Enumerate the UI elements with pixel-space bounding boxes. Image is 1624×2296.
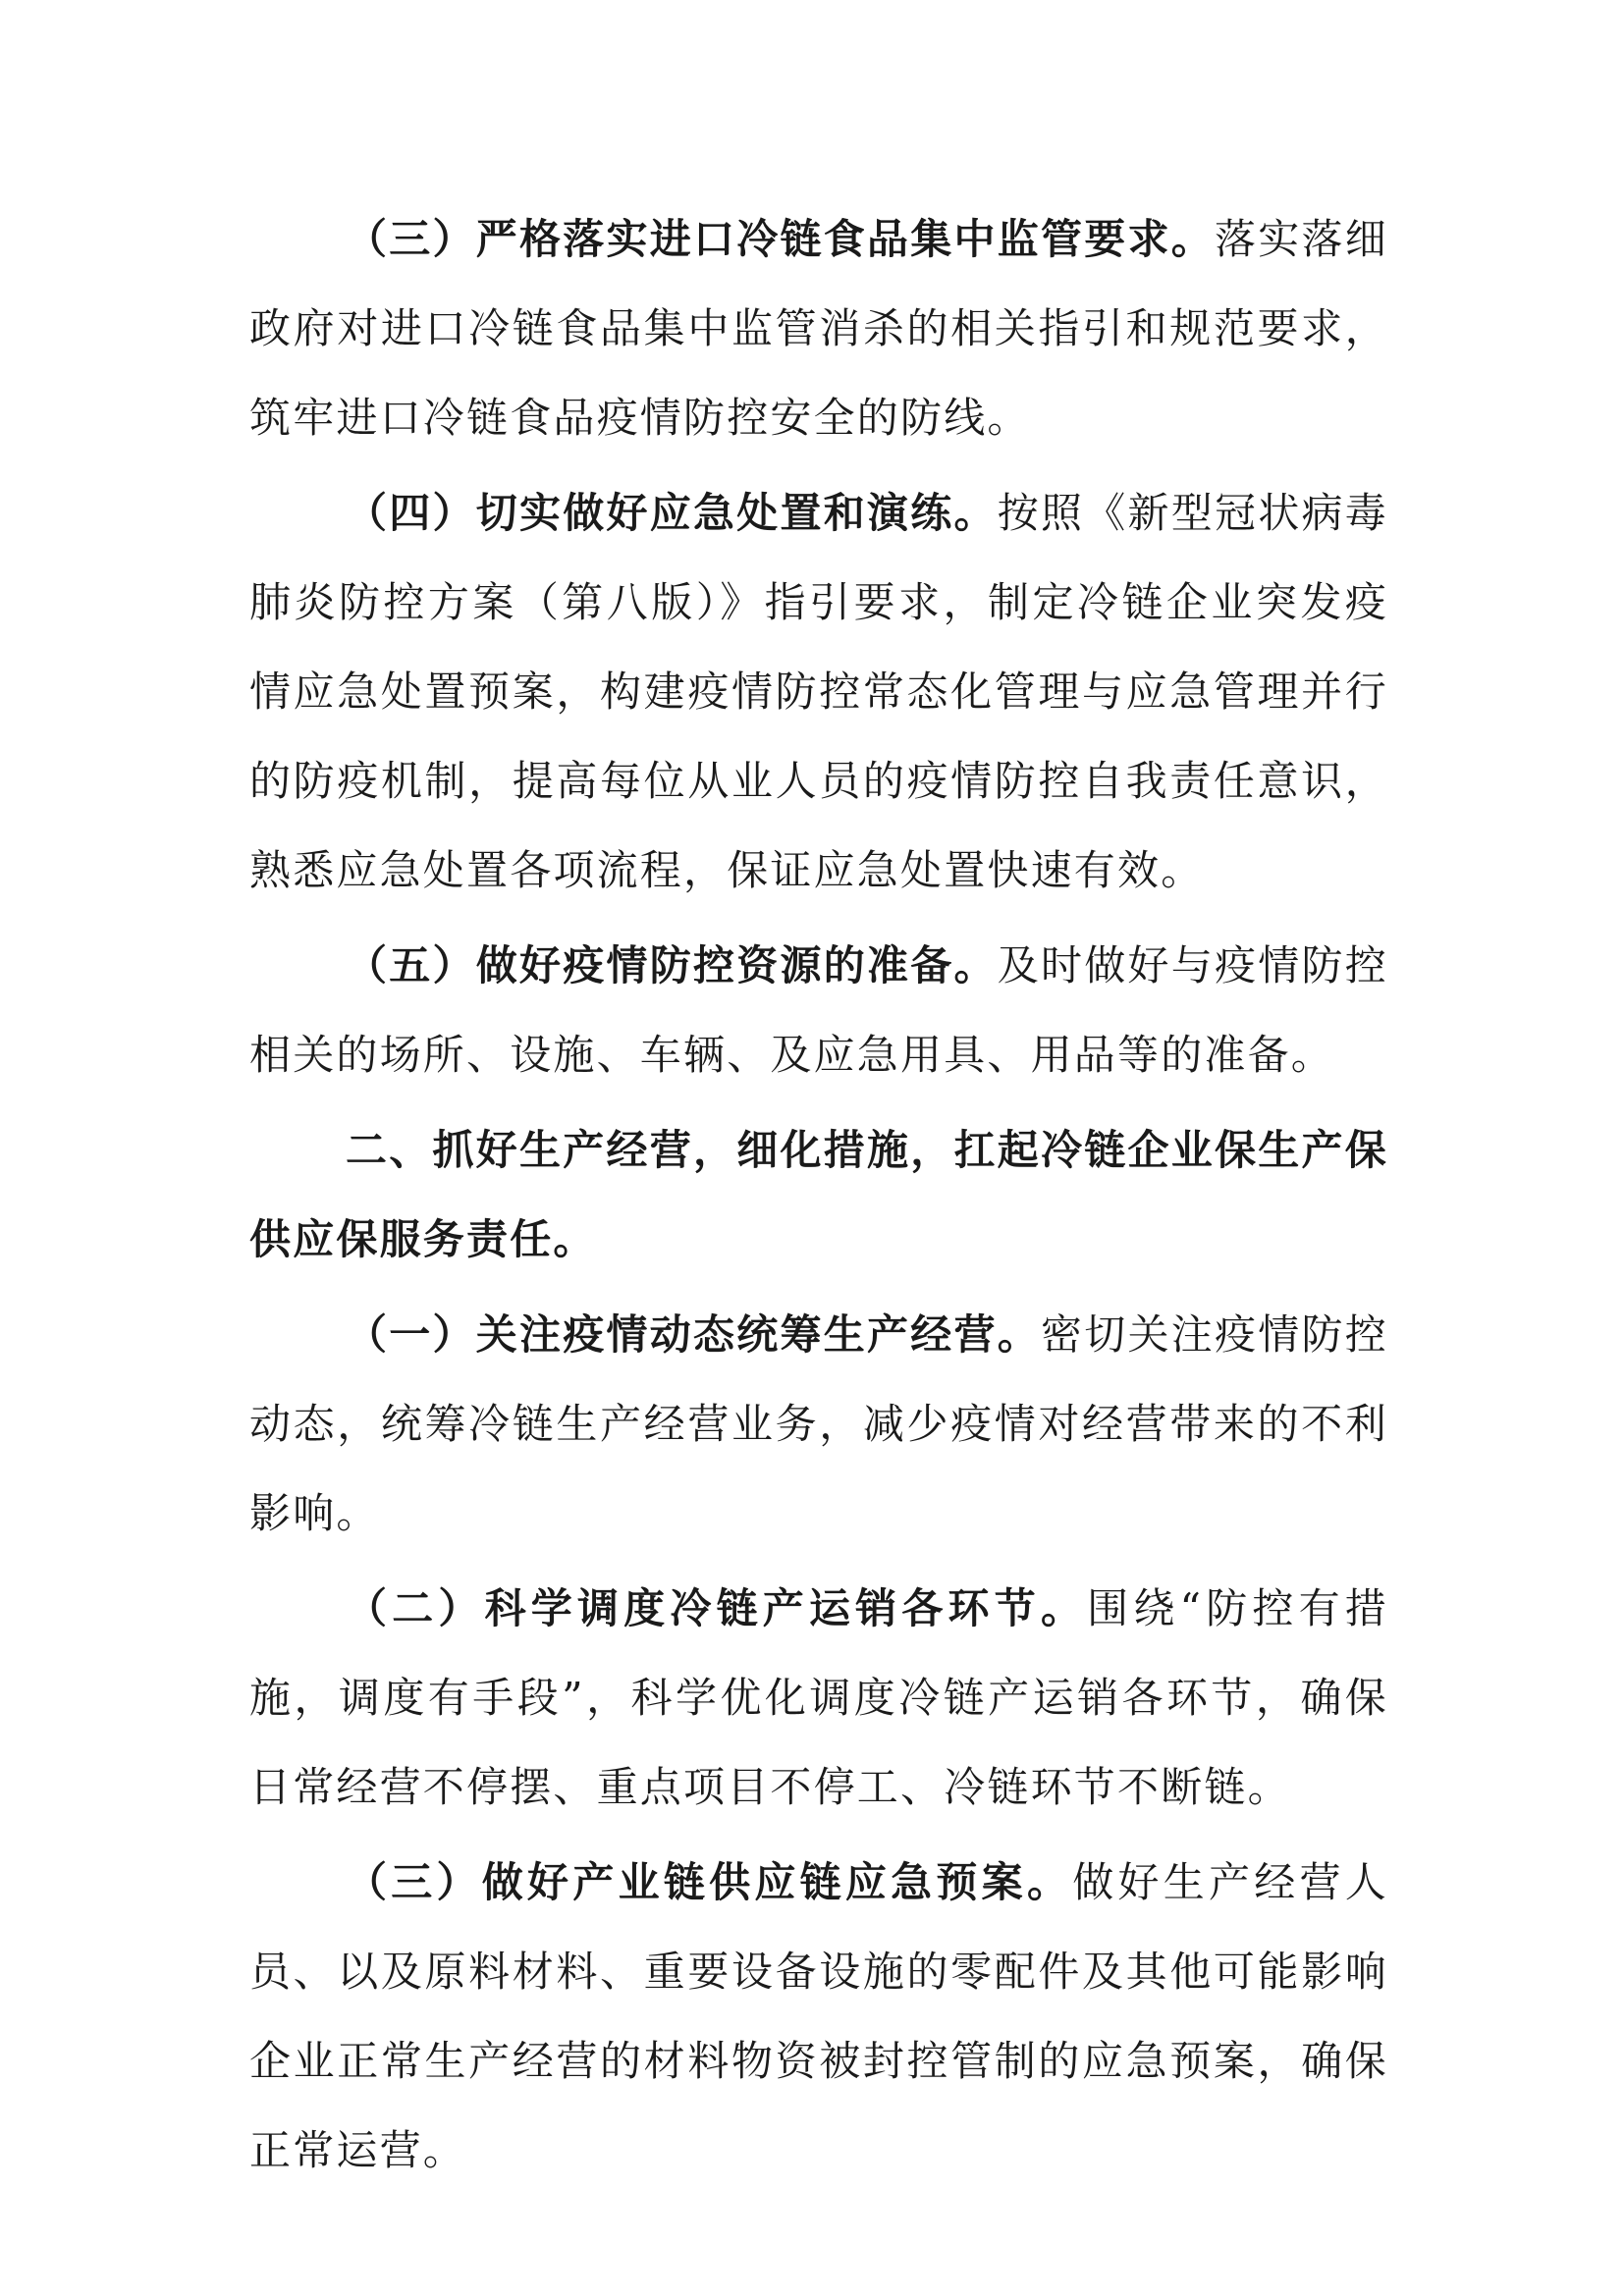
paragraph-body: 做好生产经营人员、以及原料材料、重要设备设施的零配件及其他可能影响企业正常生产经营的材料物资被封控管制的应急预案，确保正常运营。 <box>249 1858 1388 2174</box>
paragraph-3-supply-chain-plan <box>249 1838 1388 2195</box>
paragraph-heading: （三）做好产业链供应链应急预案。 <box>346 1858 1073 1906</box>
paragraph-body: 及时做好与疫情防控相关的场所、设施、车辆、及应急用具、用品等的准备。 <box>249 941 1388 1079</box>
paragraph-body: 密切关注疫情防控动态，统筹冷链生产经营业务，减少疫情对经营带来的不利影响。 <box>249 1310 1388 1537</box>
paragraph-heading: （三）严格落实进口冷链食品集中监管要求。 <box>346 215 1216 263</box>
paragraph-2-scheduling <box>249 1564 1388 1832</box>
document-page <box>249 194 1388 2195</box>
paragraph-5-resource-prep <box>249 921 1388 1099</box>
paragraph-heading: （四）切实做好应急处置和演练。 <box>346 489 998 537</box>
paragraph-3-import-cold-chain <box>249 194 1388 462</box>
paragraph-1-epidemic-monitoring <box>249 1290 1388 1558</box>
paragraph-body: 落实落细政府对进口冷链食品集中监管消杀的相关指引和规范要求，筑牢进口冷链食品疫情防控安全的防线。 <box>249 215 1388 442</box>
section-2-heading <box>249 1105 1388 1284</box>
section-heading: 二、抓好生产经营，细化措施，扛起冷链企业保生产保供应保服务责任。 <box>249 1126 1388 1263</box>
paragraph-heading: （五）做好疫情防控资源的准备。 <box>346 941 998 989</box>
paragraph-heading: （二）科学调度冷链产运销各环节。 <box>346 1584 1088 1632</box>
paragraph-4-emergency-drill <box>249 468 1388 915</box>
paragraph-body: 按照《新型冠状病毒肺炎防控方案（第八版）》指引要求，制定冷链企业突发疫情应急处置预案，构建疫情防控常态化管理与应急管理并行的防疫机制，提高每位从业人员的疫情防控自我责任意识，熟悉应急处置各项流程，保证应急处置快速有效。 <box>249 489 1388 894</box>
paragraph-heading: （一）关注疫情动态统筹生产经营。 <box>346 1310 1042 1359</box>
paragraph-body: 围绕“防控有措施，调度有手段”，科学优化调度冷链产运销各环节，确保日常经营不停摆、重点项目不停工、冷链环节不断链。 <box>249 1584 1389 1811</box>
